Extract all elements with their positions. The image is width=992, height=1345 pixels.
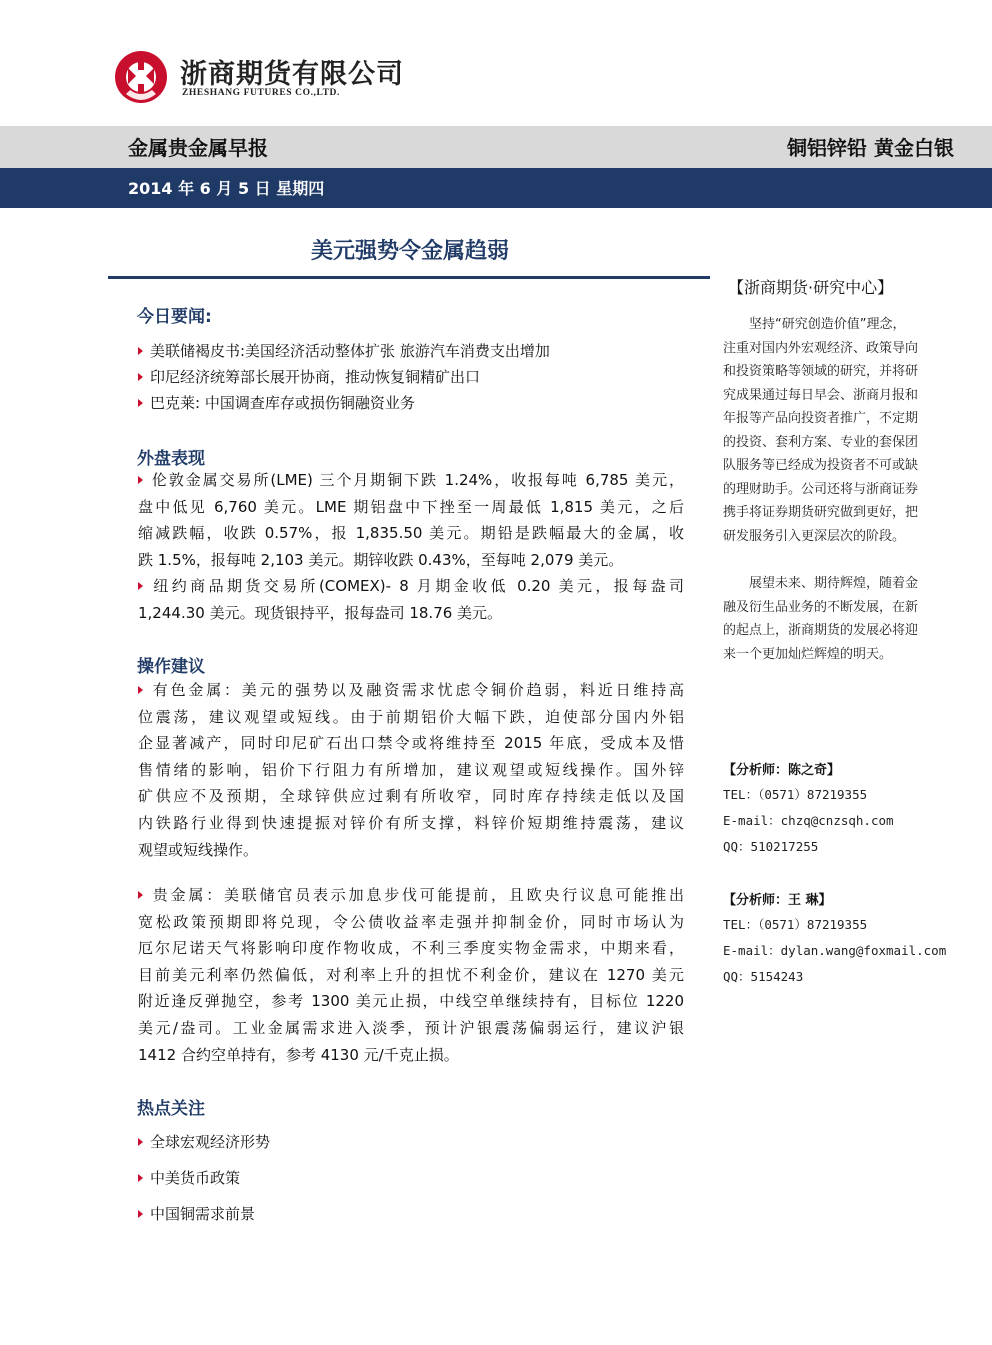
analyst-qq: QQ：510217255 <box>723 839 819 854</box>
analyst-tel: TEL：（0571）87219355 <box>723 917 868 932</box>
bullet-icon <box>138 347 143 355</box>
company-name-en: ZHESHANG FUTURES CO.,LTD. <box>182 88 340 98</box>
bullet-icon <box>138 1138 143 1146</box>
hotspot-item: 中美货币政策 <box>138 1165 240 1191</box>
analyst-email[interactable]: E-mail：dylan.wang@foxmail.com <box>723 943 947 958</box>
news-item: 印尼经济统筹部长展开协商，推动恢复铜精矿出口 <box>138 364 480 390</box>
bullet-icon <box>138 891 143 899</box>
sidebar-outlook-paragraph: 展望未来、期待辉煌，随着金 融及衍生品业务的不断发展，在新 的起点上，浙商期货的发展必将迎 来一个更加灿烂辉煌的明天。 <box>723 576 919 662</box>
metals-covered: 铜铝锌铅 黄金白银 <box>787 136 954 160</box>
advice-paragraph-precious-metals: 贵金属：美联储官员表示加息步伐可能提前，且欧央行议息可能推出 宽松政策预期即将兑现，令公债收益率走强并抑制金价，同时市场认为 厄尔尼诺天气将影响印度作物收成，不利三季度实物金需求，中期来看， 目前美元利率仍然偏低，对利率上升的担忧不利金价，建议在 1270 美元 附近逢反弹抛空，参考 1300 美元止损，中线空单继续持有，目标位 1220 美元/盎司。工业金属需求进入淡季，预计沪银震荡偏弱运行，建议沪银 1412 合约空单持有，参考 4130 元/千克止损。 <box>138 886 684 1064</box>
news-heading: 今日要闻: <box>137 307 212 327</box>
sidebar-intro-paragraph: 坚持“研究创造价值”理念， 注重对国内外宏观经济、政策导向 和投资策略等领域的研究，并将研 究成果通过每日早会、浙商月报和 年报等产品向投资者推广，不定期 的投资、套利方案、专业的套保团 队服务等已经成为投资者不可或缺 的理财助手。公司还将与浙商证券 携手将证券期货研究做到更好，把 研发服务引入更深层次的阶段。 <box>723 317 919 544</box>
analyst-heading: 【分析师：王 琳】 <box>723 893 832 908</box>
company-logo-icon <box>114 50 168 104</box>
bullet-icon <box>138 1174 143 1182</box>
analyst-heading: 【分析师：陈之奇】 <box>723 763 841 778</box>
overseas-paragraph-lme: 伦敦金属交易所(LME) 三个月期铜下跌 1.24%，收报每吨 6,785 美元， 盘中低见 6,760 美元。LME 期铝盘中下挫至一周最低 1,815 美元，之后 缩减跌幅，收跌 0.57%，报 1,835.50 美元。期铅是跌幅最大的金属，收 跌 1.5%，报每吨 2,103 美元。期锌收跌 0.43%，至每吨 2,079 美元。 <box>138 471 684 569</box>
bullet-icon <box>138 399 143 407</box>
overseas-heading: 外盘表现 <box>137 449 205 469</box>
hotspots-heading: 热点关注 <box>137 1099 205 1119</box>
company-name-cn: 浙商期货有限公司 <box>180 59 404 90</box>
analyst-tel: TEL：（0571）87219355 <box>723 787 868 802</box>
bullet-icon <box>138 476 143 484</box>
report-type: 金属贵金属早报 <box>128 136 268 160</box>
news-item: 美联储褐皮书:美国经济活动整体扩张 旅游汽车消费支出增加 <box>138 338 550 364</box>
advice-paragraph-base-metals: 有色金属：美元的强势以及融资需求忧虑令铜价趋弱，料近日维持高 位震荡，建议观望或短线。由于前期铝价大幅下跌，迫使部分国内外铝 企显著减产，同时印尼矿石出口禁令或将维持至 2015 年底，受成本及惜 售情绪的影响，铝价下行阻力有所增加，建议观望或短线操作。国外锌 矿供应不及预期，全球锌供应过剩有所收窄，同时库存持续走低以及国 内铁路行业得到快速提振对锌价有所支撑，料锌价短期维持震荡，建议 观望或短线操作。 <box>138 681 684 859</box>
report-date: 2014 年 6 月 5 日 星期四 <box>128 179 325 198</box>
title-divider <box>108 276 710 279</box>
hotspot-item: 全球宏观经济形势 <box>138 1129 270 1155</box>
bullet-icon <box>138 686 143 694</box>
sidebar-title: 【浙商期货·研究中心】 <box>728 278 894 297</box>
overseas-paragraph-comex: 纽约商品期货交易所(COMEX)- 8 月期金收低 0.20 美元，报每盎司 1,244.30 美元。现货银持平，报每盎司 18.76 美元。 <box>138 577 684 622</box>
advice-heading: 操作建议 <box>137 657 205 677</box>
bullet-icon <box>138 582 143 590</box>
analyst-email[interactable]: E-mail：chzq@cnzsqh.com <box>723 813 894 828</box>
hotspot-item: 中国铜需求前景 <box>138 1201 255 1227</box>
analyst-qq: QQ：5154243 <box>723 969 804 984</box>
bullet-icon <box>138 1210 143 1218</box>
page-title: 美元强势令金属趋弱 <box>310 239 509 264</box>
bullet-icon <box>138 373 143 381</box>
news-item: 巴克莱: 中国调查库存或损伤铜融资业务 <box>138 390 415 416</box>
